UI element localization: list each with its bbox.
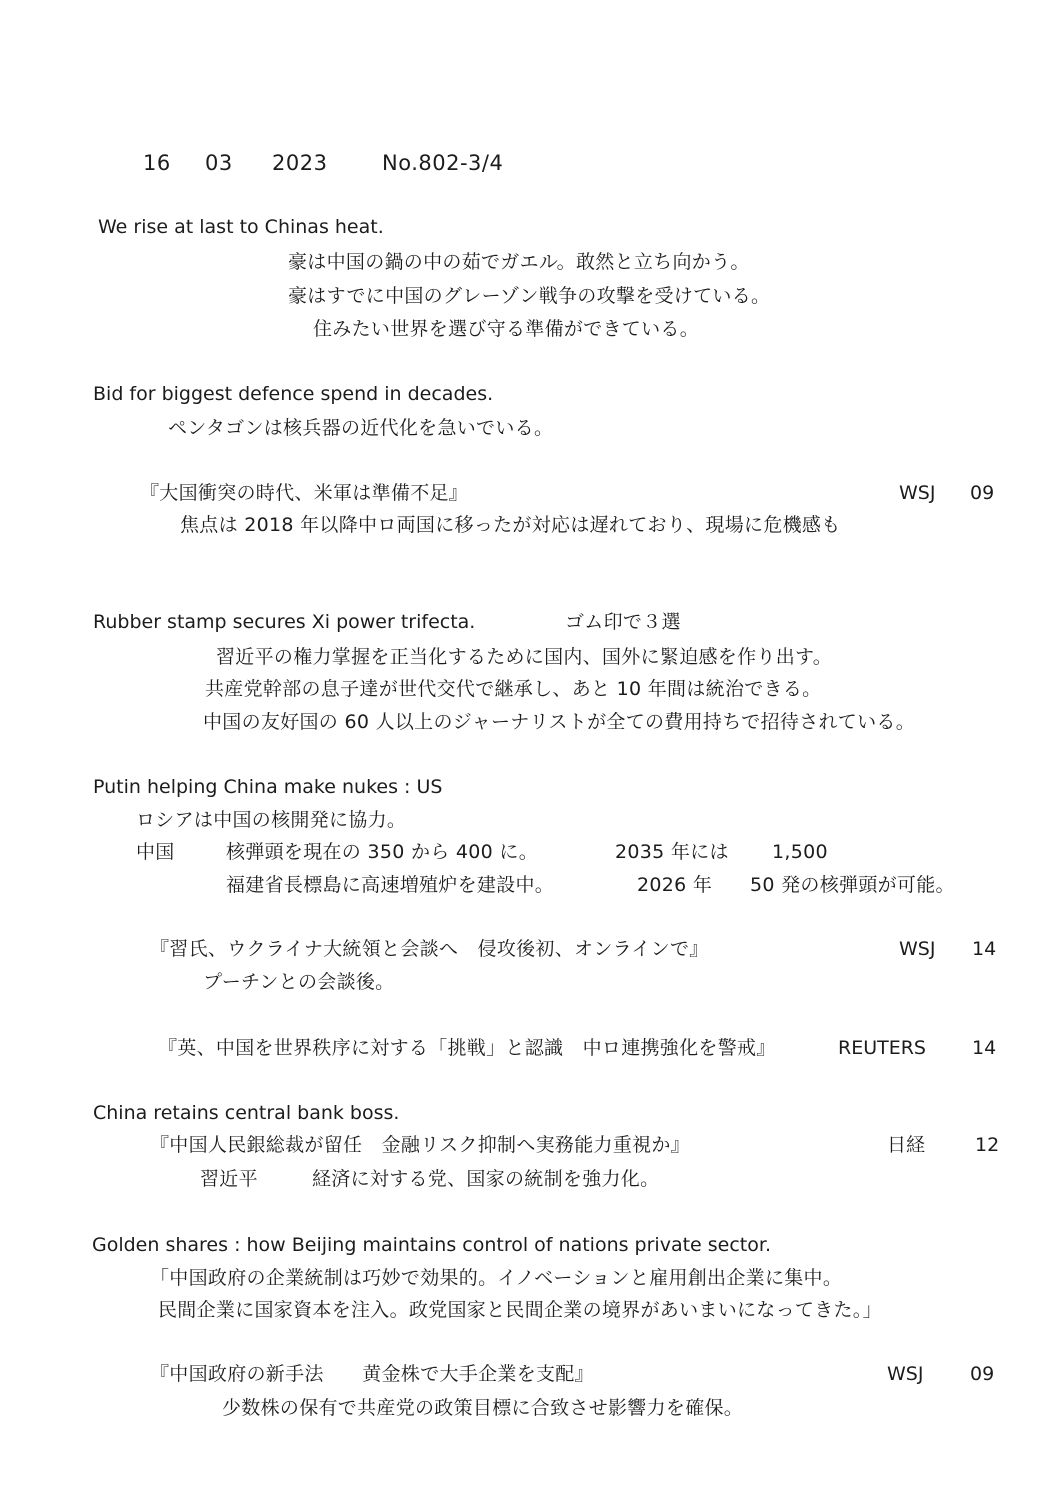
body-line: 中国の友好国の 60 人以上のジャーナリストが全ての費用持ちで招待されている。 [203,711,916,733]
article-source: REUTERS [838,1037,926,1059]
quote-line: 民間企業に国家資本を注入。政党国家と民間企業の境界があいまいになってきた。」 [158,1299,882,1321]
section-title: We rise at last to Chinas heat. [98,216,384,238]
article-source: WSJ [899,938,936,960]
article-headline: 『習氏、ウクライナ大統領と会談へ 侵攻後初、オンラインで』 [150,938,709,960]
header-month: 03 [205,151,233,175]
article-source: 日経 [887,1134,926,1156]
body-line: 共産党幹部の息子達が世代交代で継承し、あと 10 年間は統治できる。 [205,678,822,700]
header-day: 16 [143,151,171,175]
article-source: WSJ [887,1363,924,1385]
article-source: WSJ [899,482,936,504]
article-headline: 『大国衝突の時代、米軍は準備不足』 [140,482,469,504]
article-summary: 焦点は 2018 年以降中ロ両国に移ったが対応は遅れており、現場に危機感も [180,514,841,536]
article-day: 09 [970,482,995,504]
article-summary: 少数株の保有で共産党の政策目標に合致させ影響力を確保。 [222,1397,744,1419]
article-headline: 『中国政府の新手法 黄金株で大手企業を支配』 [150,1363,594,1385]
quote-line: 「中国政府の企業統制は巧妙で効果的。イノベーションと雇用創出企業に集中。 [150,1267,843,1289]
china-line1-year: 2035 年には [615,841,729,863]
body-line: ペンタゴンは核兵器の近代化を急いでいる。 [168,417,554,439]
body-line: 習近平の権力掌握を正当化するために国内、国外に緊迫感を作り出す。 [216,646,833,668]
section-title: Rubber stamp secures Xi power trifecta. [93,611,476,633]
body-line: ロシアは中国の核開発に協力。 [136,809,407,831]
article-day: 14 [972,1037,997,1059]
section-title: China retains central bank boss. [93,1102,400,1124]
article-headline: 『英、中国を世界秩序に対する「挑戦」と認識 中ロ連携強化を警戒』 [158,1037,776,1059]
china-line1-value: 1,500 [772,841,828,863]
china-line2-value: 50 発の核弾頭が可能。 [750,874,955,896]
section-title: Putin helping China make nukes : US [93,776,443,798]
xi-label: 習近平 [200,1168,258,1190]
body-line: 住みたい世界を選び守る準備ができている。 [313,318,700,340]
section-title: Bid for biggest defence spend in decades. [93,383,494,405]
section-title-note: ゴム印で３選 [565,611,681,633]
xi-line: 経済に対する党、国家の統制を強力化。 [312,1168,660,1190]
body-line: 豪は中国の鍋の中の茹でガエル。敢然と立ち向かう。 [288,251,750,273]
china-line2-year: 2026 年 [637,874,713,896]
china-line2: 福建省長標島に高速増殖炉を建設中。 [226,874,555,896]
article-day: 09 [970,1363,995,1385]
article-headline: 『中国人民銀総裁が留任 金融リスク抑制へ実務能力重視か』 [150,1134,691,1156]
china-line1: 核弾頭を現在の 350 から 400 に。 [226,841,538,863]
article-summary: プーチンとの会談後。 [203,971,395,993]
header-number: No.802-3/4 [382,151,504,175]
article-day: 14 [972,938,997,960]
section-title: Golden shares : how Beijing maintains control of nations private sector. [92,1234,771,1256]
china-label: 中国 [136,841,175,863]
header-year: 2023 [272,151,328,175]
body-line: 豪はすでに中国のグレーゾン戦争の攻撃を受けている。 [288,285,771,307]
article-day: 12 [975,1134,1000,1156]
